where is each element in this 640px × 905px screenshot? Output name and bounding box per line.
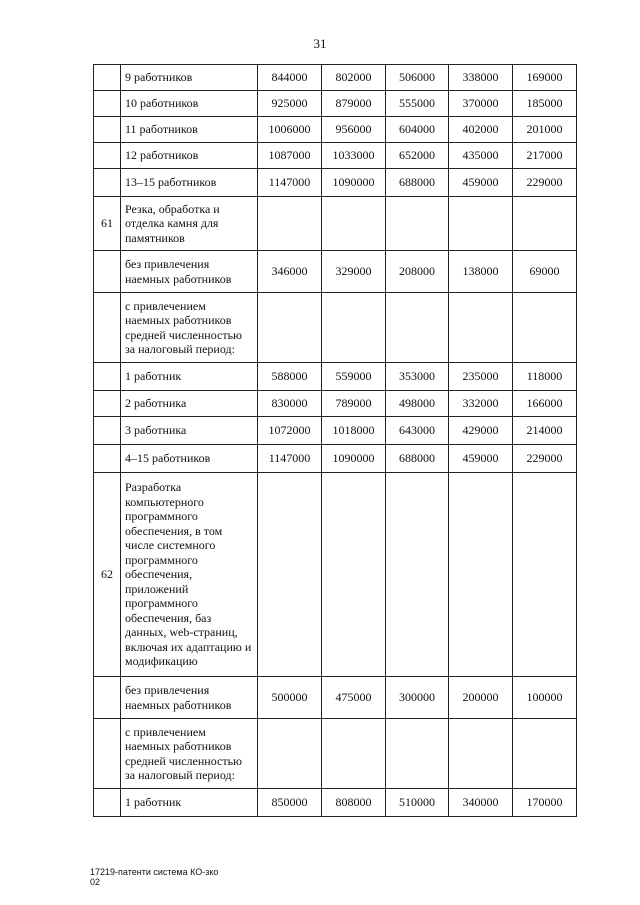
tax-rates-table (93, 64, 577, 817)
value-cell (386, 293, 449, 363)
row-number-cell (94, 117, 121, 143)
footer-file-name: 17219-патенти система КО-зко (90, 867, 219, 877)
value-cell: 643000 (386, 417, 449, 445)
value-cell: 170000 (513, 789, 577, 817)
value-cell: 185000 (513, 91, 577, 117)
value-cell: 802000 (322, 65, 386, 91)
value-cell (449, 197, 513, 251)
activity-label-cell: 3 работника (121, 417, 258, 445)
row-number-cell: 62 (94, 473, 121, 677)
row-number-cell (94, 719, 121, 789)
table-row (94, 143, 577, 169)
value-cell (449, 719, 513, 789)
value-cell: 200000 (449, 677, 513, 719)
value-cell (513, 719, 577, 789)
activity-label-cell: Разработка компьютерного программного обеспечения, в том числе системного программного обеспечения, приложений программного обеспечения, баз данных, web-страниц, включая их адаптацию и модификацию (121, 473, 258, 677)
value-cell: 340000 (449, 789, 513, 817)
value-cell: 353000 (386, 363, 449, 391)
value-cell: 588000 (258, 363, 322, 391)
table-row (94, 91, 577, 117)
value-cell: 1072000 (258, 417, 322, 445)
value-cell (258, 293, 322, 363)
value-cell: 332000 (449, 391, 513, 417)
table-row (94, 363, 577, 391)
value-cell: 1087000 (258, 143, 322, 169)
table-row (94, 789, 577, 817)
value-cell: 1006000 (258, 117, 322, 143)
row-number-cell (94, 143, 121, 169)
value-cell: 688000 (386, 445, 449, 473)
value-cell: 346000 (258, 251, 322, 293)
value-cell (449, 293, 513, 363)
value-cell: 555000 (386, 91, 449, 117)
table-row (94, 391, 577, 417)
value-cell: 652000 (386, 143, 449, 169)
value-cell (513, 197, 577, 251)
table-row (94, 677, 577, 719)
value-cell: 1147000 (258, 169, 322, 197)
value-cell: 559000 (322, 363, 386, 391)
table-row (94, 445, 577, 473)
activity-label-cell: 12 работников (121, 143, 258, 169)
table-row (94, 169, 577, 197)
row-number-cell (94, 293, 121, 363)
value-cell: 100000 (513, 677, 577, 719)
row-number-cell (94, 363, 121, 391)
row-number-cell (94, 789, 121, 817)
table-row (94, 417, 577, 445)
value-cell: 118000 (513, 363, 577, 391)
activity-label-cell: с привлечением наемных работников средней численностью за налоговый период: (121, 719, 258, 789)
value-cell (513, 473, 577, 677)
value-cell: 688000 (386, 169, 449, 197)
value-cell (386, 719, 449, 789)
value-cell: 925000 (258, 91, 322, 117)
value-cell (386, 197, 449, 251)
value-cell: 370000 (449, 91, 513, 117)
activity-label-cell: 9 работников (121, 65, 258, 91)
value-cell: 300000 (386, 677, 449, 719)
value-cell: 1018000 (322, 417, 386, 445)
row-number-cell (94, 417, 121, 445)
activity-label-cell: Резка, обработка и отделка камня для памятников (121, 197, 258, 251)
table-row (94, 251, 577, 293)
value-cell: 510000 (386, 789, 449, 817)
row-number-cell (94, 65, 121, 91)
row-number-cell (94, 677, 121, 719)
value-cell: 69000 (513, 251, 577, 293)
table-row (94, 719, 577, 789)
row-number-cell (94, 169, 121, 197)
value-cell: 498000 (386, 391, 449, 417)
value-cell (258, 719, 322, 789)
activity-label-cell: 10 работников (121, 91, 258, 117)
page-number: 31 (313, 36, 327, 51)
value-cell: 808000 (322, 789, 386, 817)
value-cell: 229000 (513, 169, 577, 197)
value-cell (258, 473, 322, 677)
value-cell (258, 197, 322, 251)
value-cell: 166000 (513, 391, 577, 417)
row-number-cell (94, 391, 121, 417)
activity-label-cell: с привлечением наемных работников средней численностью за налоговый период: (121, 293, 258, 363)
value-cell (449, 473, 513, 677)
value-cell: 459000 (449, 445, 513, 473)
value-cell: 229000 (513, 445, 577, 473)
value-cell: 956000 (322, 117, 386, 143)
table-row (94, 65, 577, 91)
value-cell: 235000 (449, 363, 513, 391)
value-cell: 844000 (258, 65, 322, 91)
activity-label-cell: 11 работников (121, 117, 258, 143)
row-number-cell (94, 445, 121, 473)
value-cell: 1090000 (322, 169, 386, 197)
value-cell (322, 719, 386, 789)
value-cell: 459000 (449, 169, 513, 197)
value-cell (322, 293, 386, 363)
table-row (94, 117, 577, 143)
value-cell (322, 197, 386, 251)
row-number-cell (94, 91, 121, 117)
value-cell: 214000 (513, 417, 577, 445)
value-cell: 1033000 (322, 143, 386, 169)
value-cell: 169000 (513, 65, 577, 91)
value-cell: 138000 (449, 251, 513, 293)
table-row (94, 473, 577, 677)
value-cell: 604000 (386, 117, 449, 143)
value-cell: 789000 (322, 391, 386, 417)
value-cell (513, 293, 577, 363)
value-cell: 475000 (322, 677, 386, 719)
value-cell: 506000 (386, 65, 449, 91)
value-cell: 879000 (322, 91, 386, 117)
value-cell: 1147000 (258, 445, 322, 473)
value-cell: 329000 (322, 251, 386, 293)
table-row (94, 197, 577, 251)
value-cell: 435000 (449, 143, 513, 169)
value-cell: 402000 (449, 117, 513, 143)
value-cell: 338000 (449, 65, 513, 91)
value-cell (386, 473, 449, 677)
value-cell: 201000 (513, 117, 577, 143)
table-row (94, 293, 577, 363)
activity-label-cell: 4–15 работников (121, 445, 258, 473)
activity-label-cell: 13–15 работников (121, 169, 258, 197)
footer (90, 867, 218, 887)
footer-page-code: 02 (90, 877, 101, 887)
value-cell: 217000 (513, 143, 577, 169)
value-cell: 500000 (258, 677, 322, 719)
value-cell: 830000 (258, 391, 322, 417)
row-number-cell: 61 (94, 197, 121, 251)
activity-label-cell: 1 работник (121, 363, 258, 391)
activity-label-cell: 2 работника (121, 391, 258, 417)
value-cell: 208000 (386, 251, 449, 293)
value-cell: 850000 (258, 789, 322, 817)
activity-label-cell: 1 работник (121, 789, 258, 817)
row-number-cell (94, 251, 121, 293)
activity-label-cell: без привлечения наемных работников (121, 677, 258, 719)
value-cell: 1090000 (322, 445, 386, 473)
value-cell (322, 473, 386, 677)
value-cell: 429000 (449, 417, 513, 445)
activity-label-cell: без привлечения наемных работников (121, 251, 258, 293)
